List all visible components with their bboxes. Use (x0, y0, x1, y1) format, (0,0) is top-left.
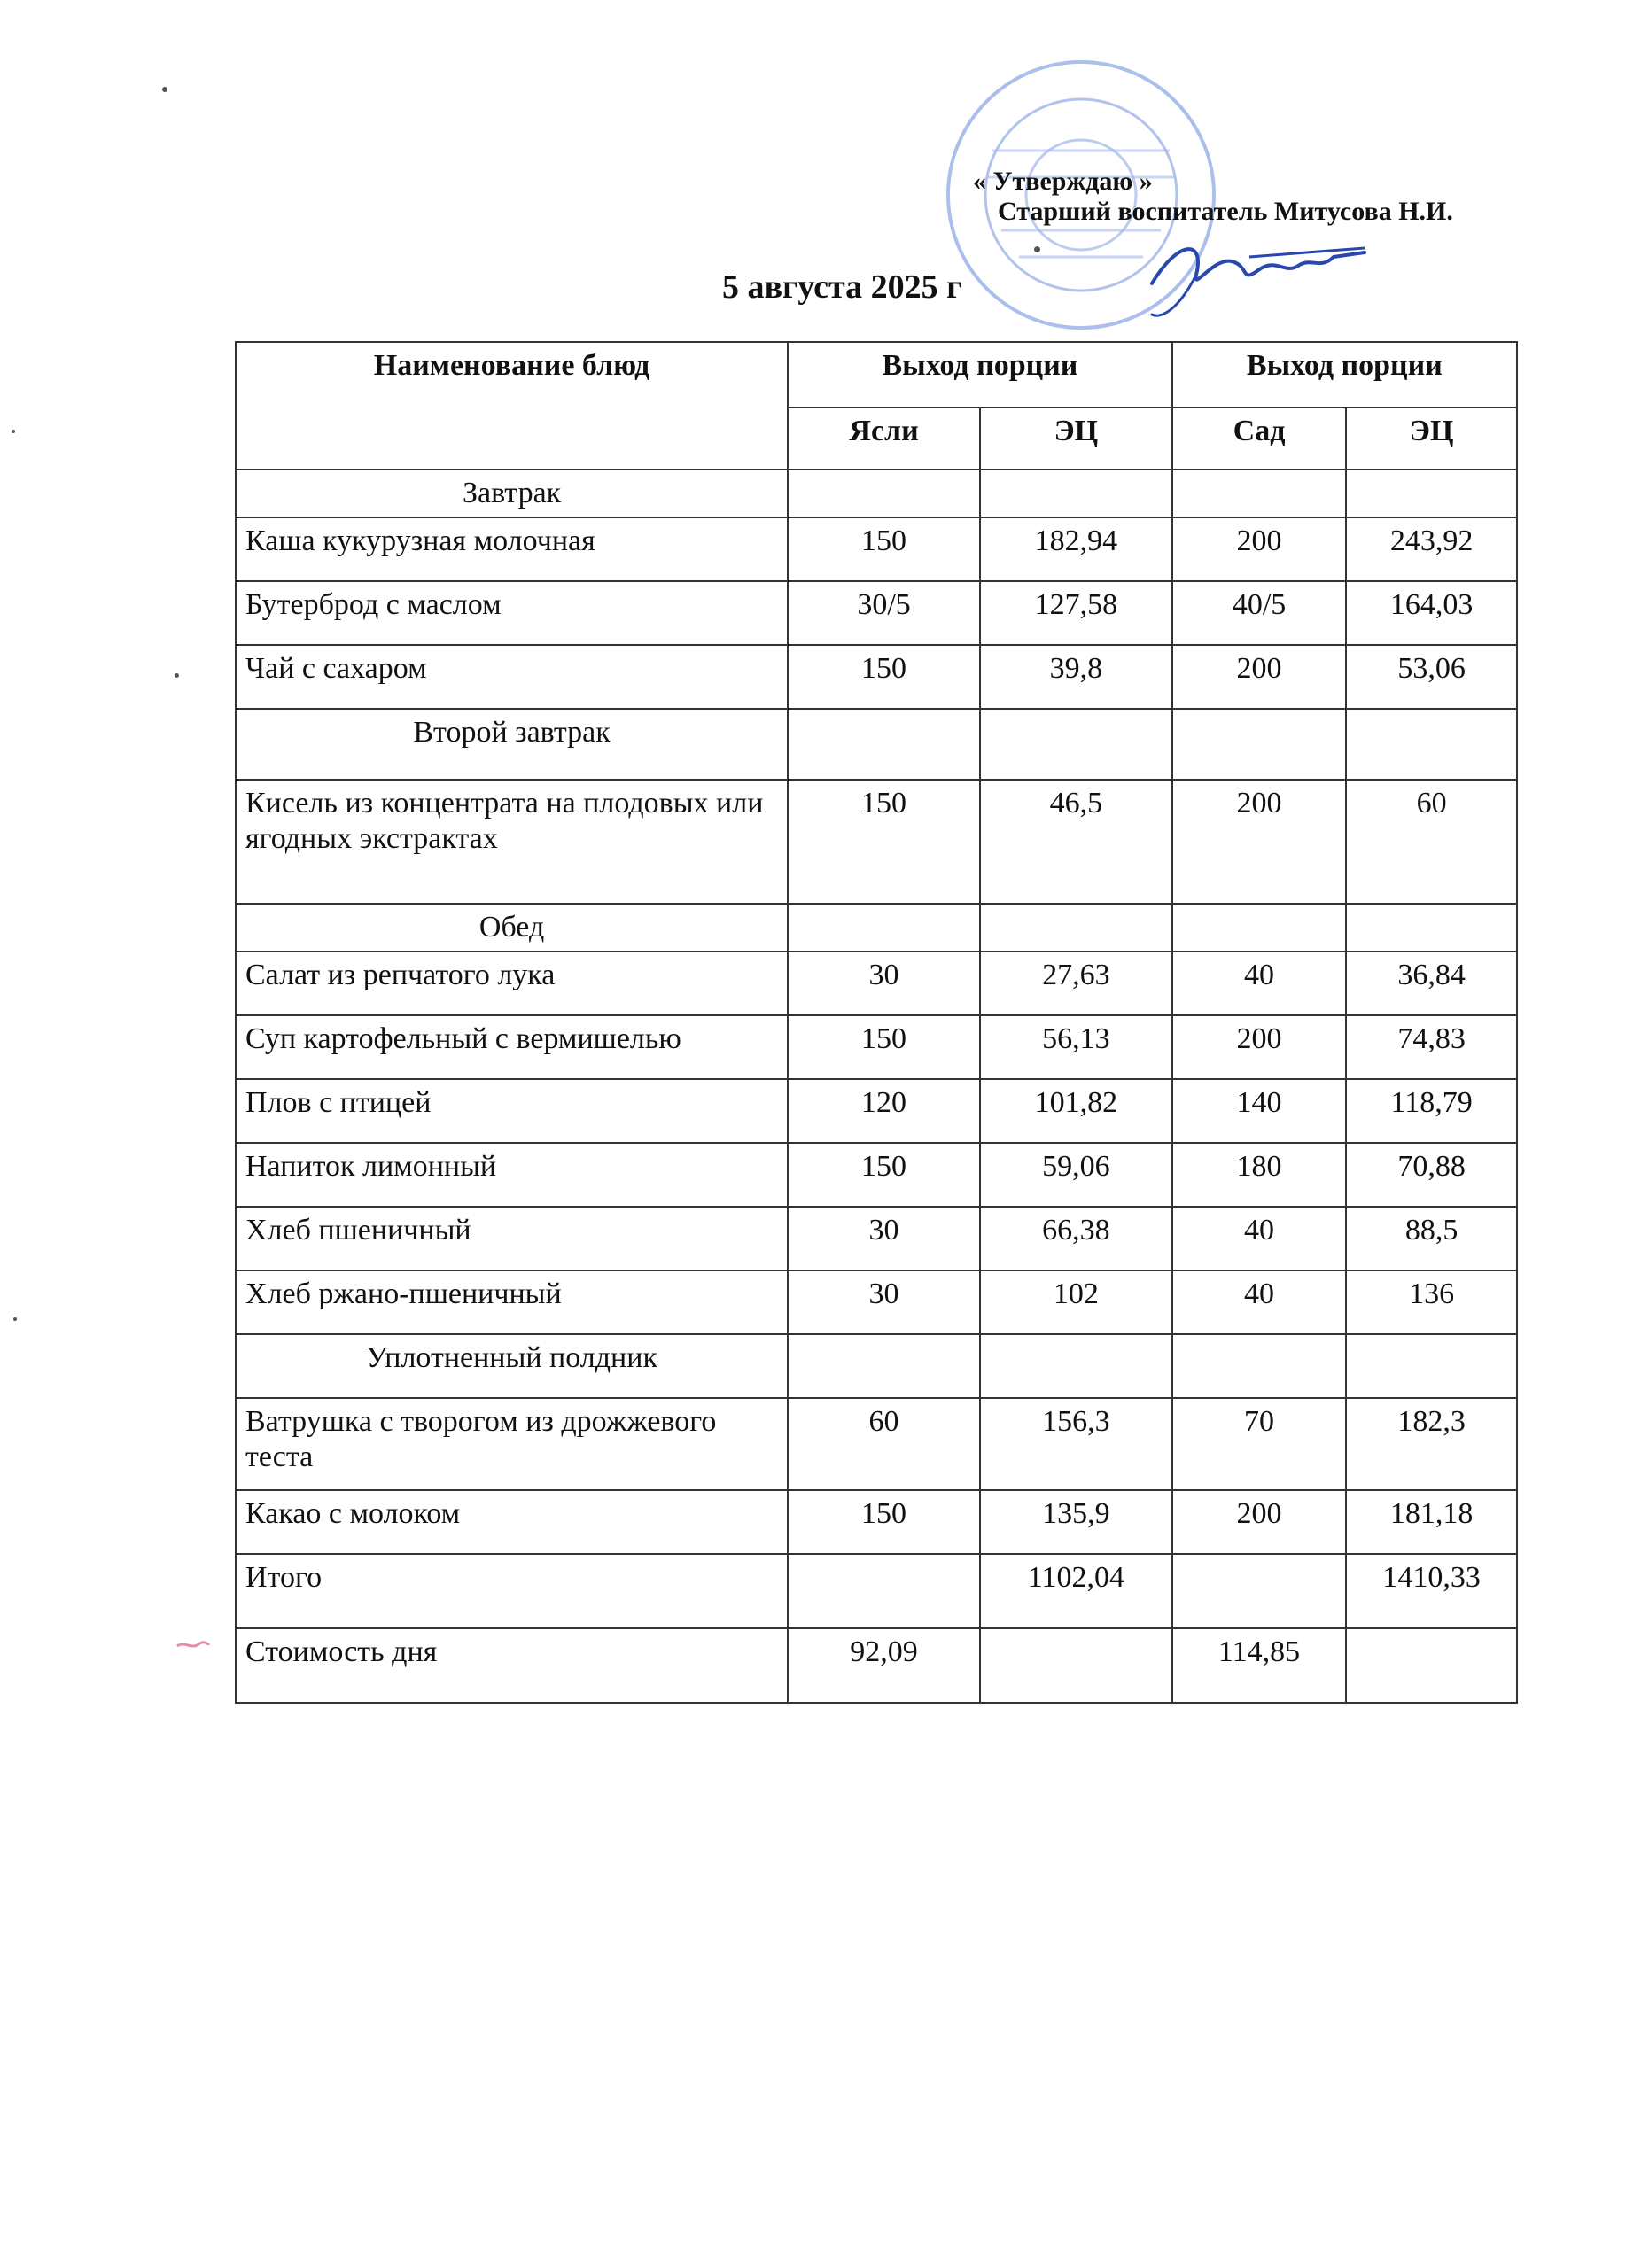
kindergarten-energy: 136 (1346, 1270, 1517, 1334)
handwritten-signature (1143, 221, 1373, 319)
section-row (236, 904, 1517, 951)
nursery-energy: 27,63 (980, 951, 1172, 1015)
kindergarten-energy: 118,79 (1346, 1079, 1517, 1143)
subheader-energy-nursery: ЭЦ (980, 408, 1172, 470)
dish-row (236, 1143, 1517, 1207)
nursery-portion: 150 (788, 1490, 980, 1554)
dish-name: Какао с молоком (236, 1490, 788, 1554)
nursery-energy: 101,82 (980, 1079, 1172, 1143)
total-kindergarten-portion (1172, 1554, 1347, 1628)
nursery-energy: 39,8 (980, 645, 1172, 709)
dish-row (236, 645, 1517, 709)
empty-cell (1172, 1334, 1347, 1398)
empty-cell (1172, 904, 1347, 951)
scan-speck (13, 1317, 17, 1321)
total-row (236, 1554, 1517, 1628)
kindergarten-portion: 200 (1172, 1490, 1347, 1554)
nursery-portion: 30 (788, 951, 980, 1015)
nursery-energy: 135,9 (980, 1490, 1172, 1554)
scan-speck (162, 87, 167, 92)
empty-cell (980, 470, 1172, 517)
nursery-portion: 30/5 (788, 581, 980, 645)
kindergarten-energy: 182,3 (1346, 1398, 1517, 1490)
kindergarten-portion: 40 (1172, 1270, 1347, 1334)
dish-row (236, 951, 1517, 1015)
nursery-energy: 66,38 (980, 1207, 1172, 1270)
nursery-portion: 30 (788, 1270, 980, 1334)
kindergarten-energy: 70,88 (1346, 1143, 1517, 1207)
nursery-portion: 150 (788, 1143, 980, 1207)
cost-kindergarten-energy (1346, 1628, 1517, 1703)
kindergarten-portion: 200 (1172, 1015, 1347, 1079)
dish-row (236, 1490, 1517, 1554)
kindergarten-portion: 40/5 (1172, 581, 1347, 645)
dish-name: Ватрушка с творогом из дрожжевого теста (236, 1398, 788, 1490)
dish-name: Хлеб ржано-пшеничный (236, 1270, 788, 1334)
cost-kindergarten-portion: 114,85 (1172, 1628, 1347, 1703)
empty-cell (1346, 470, 1517, 517)
nursery-portion: 60 (788, 1398, 980, 1490)
kindergarten-energy: 60 (1346, 780, 1517, 904)
kindergarten-energy: 88,5 (1346, 1207, 1517, 1270)
dish-name: Хлеб пшеничный (236, 1207, 788, 1270)
nursery-energy: 182,94 (980, 517, 1172, 581)
kindergarten-portion: 40 (1172, 1207, 1347, 1270)
nursery-portion: 150 (788, 517, 980, 581)
cost-nursery-energy (980, 1628, 1172, 1703)
kindergarten-portion: 40 (1172, 951, 1347, 1015)
dish-row (236, 1015, 1517, 1079)
document-date: 5 августа 2025 г (722, 268, 962, 306)
empty-cell (788, 470, 980, 517)
nursery-portion: 150 (788, 645, 980, 709)
dish-row (236, 1079, 1517, 1143)
cost-nursery-portion: 92,09 (788, 1628, 980, 1703)
approval-signatory: Старший воспитатель Митусова Н.И. (998, 197, 1453, 226)
kindergarten-portion: 180 (1172, 1143, 1347, 1207)
empty-cell (980, 709, 1172, 780)
approval-block (973, 167, 1453, 227)
empty-cell (1346, 1334, 1517, 1398)
scan-speck (12, 430, 15, 433)
kindergarten-portion: 70 (1172, 1398, 1347, 1490)
nursery-energy: 59,06 (980, 1143, 1172, 1207)
empty-cell (980, 904, 1172, 951)
nursery-portion: 30 (788, 1207, 980, 1270)
dish-name: Суп картофельный с вермишелью (236, 1015, 788, 1079)
dish-name: Чай с сахаром (236, 645, 788, 709)
dish-row (236, 517, 1517, 581)
dish-name: Напиток лимонный (236, 1143, 788, 1207)
total-nursery-energy: 1102,04 (980, 1554, 1172, 1628)
empty-cell (1346, 709, 1517, 780)
empty-cell (1346, 904, 1517, 951)
kindergarten-energy: 164,03 (1346, 581, 1517, 645)
header-dish-name: Наименование блюд (236, 342, 788, 470)
empty-cell (788, 904, 980, 951)
scan-mark (175, 1639, 211, 1651)
empty-cell (788, 1334, 980, 1398)
kindergarten-energy: 53,06 (1346, 645, 1517, 709)
empty-cell (788, 709, 980, 780)
section-title: Второй завтрак (236, 709, 788, 780)
subheader-nursery: Ясли (788, 408, 980, 470)
total-nursery-portion (788, 1554, 980, 1628)
section-row (236, 709, 1517, 780)
section-title: Обед (236, 904, 788, 951)
nursery-energy: 46,5 (980, 780, 1172, 904)
kindergarten-energy: 74,83 (1346, 1015, 1517, 1079)
nursery-energy: 127,58 (980, 581, 1172, 645)
total-label: Итого (236, 1554, 788, 1628)
dish-name: Кисель из концентрата на плодовых или ягодных экстрактах (236, 780, 788, 904)
scan-speck (1034, 246, 1040, 252)
dish-row (236, 1207, 1517, 1270)
kindergarten-portion: 200 (1172, 645, 1347, 709)
dish-name: Плов с птицей (236, 1079, 788, 1143)
header-nursery-output: Выход порции (788, 342, 1172, 408)
approval-title: « Утверждаю » (973, 167, 1153, 196)
section-title: Завтрак (236, 470, 788, 517)
subheader-kindergarten: Сад (1172, 408, 1347, 470)
header-kindergarten-output: Выход порции (1172, 342, 1517, 408)
dish-name: Бутерброд с маслом (236, 581, 788, 645)
kindergarten-portion: 200 (1172, 517, 1347, 581)
cost-row (236, 1628, 1517, 1703)
kindergarten-energy: 36,84 (1346, 951, 1517, 1015)
dish-name: Салат из репчатого лука (236, 951, 788, 1015)
nursery-portion: 150 (788, 1015, 980, 1079)
nursery-portion: 120 (788, 1079, 980, 1143)
section-row (236, 1334, 1517, 1398)
subheader-energy-kindergarten: ЭЦ (1346, 408, 1517, 470)
kindergarten-energy: 181,18 (1346, 1490, 1517, 1554)
dish-row (236, 780, 1517, 904)
dish-row (236, 581, 1517, 645)
header-row (236, 342, 1517, 408)
menu-table (235, 341, 1518, 1704)
section-row (236, 470, 1517, 517)
kindergarten-energy: 243,92 (1346, 517, 1517, 581)
empty-cell (1172, 709, 1347, 780)
dish-name: Каша кукурузная молочная (236, 517, 788, 581)
section-title: Уплотненный полдник (236, 1334, 788, 1398)
total-kindergarten-energy: 1410,33 (1346, 1554, 1517, 1628)
kindergarten-portion: 200 (1172, 780, 1347, 904)
kindergarten-portion: 140 (1172, 1079, 1347, 1143)
scan-speck (175, 673, 179, 678)
nursery-portion: 150 (788, 780, 980, 904)
nursery-energy: 102 (980, 1270, 1172, 1334)
empty-cell (980, 1334, 1172, 1398)
menu-body (236, 470, 1517, 1703)
nursery-energy: 156,3 (980, 1398, 1172, 1490)
cost-label: Стоимость дня (236, 1628, 788, 1703)
nursery-energy: 56,13 (980, 1015, 1172, 1079)
empty-cell (1172, 470, 1347, 517)
dish-row (236, 1398, 1517, 1490)
dish-row (236, 1270, 1517, 1334)
